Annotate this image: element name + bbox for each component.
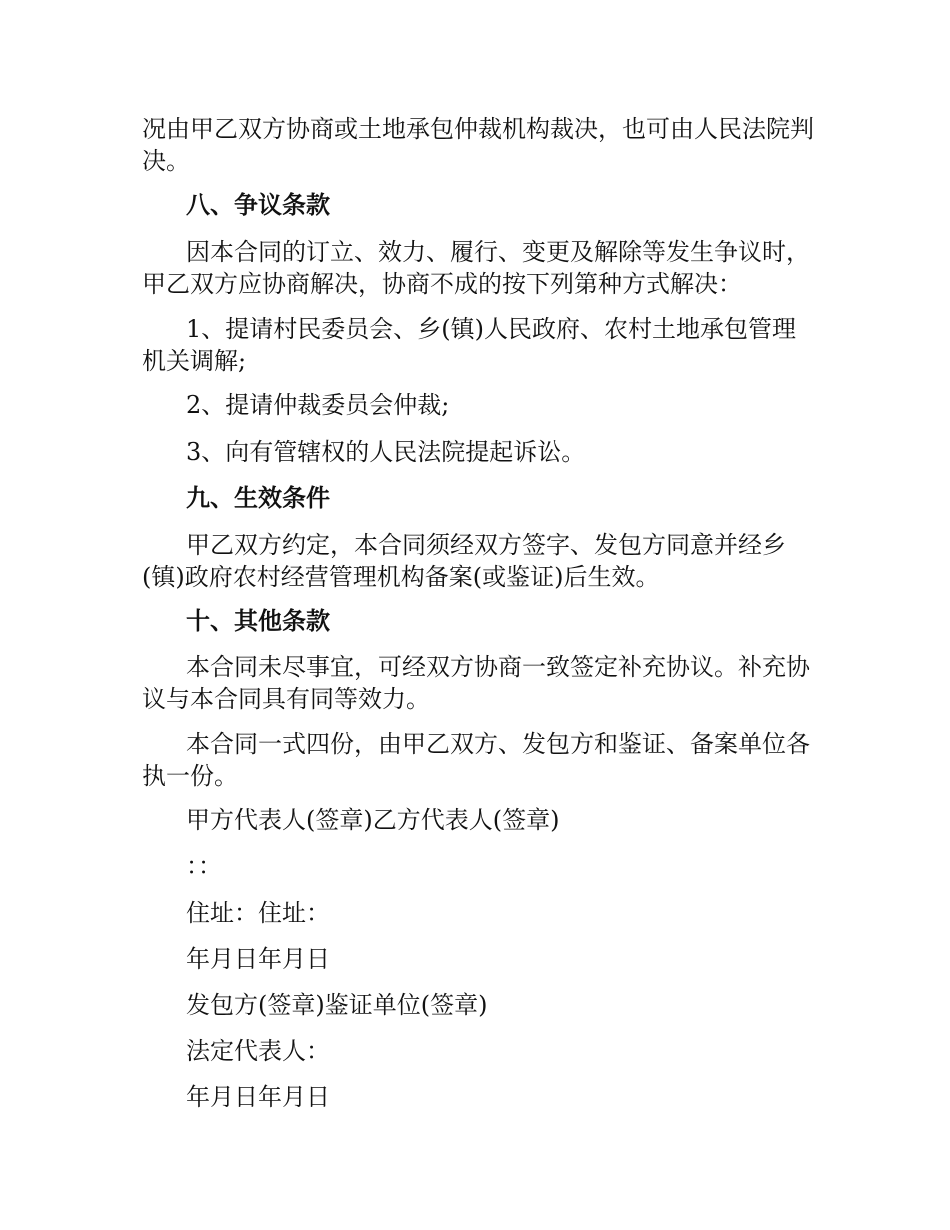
paragraph-arbitration-continuation: 况由甲乙双方协商或土地承包仲裁机构裁决，也可由人民法院判决。 (142, 115, 814, 175)
list-item-arbitration: 2、提请仲裁委员会仲裁; (186, 391, 450, 419)
list-item-mediation: 1、提请村民委员会、乡(镇)人民政府、农村土地承包管理机关调解; (142, 315, 796, 375)
paragraph-dispute-resolution: 因本合同的订立、效力、履行、变更及解除等发生争议时，甲乙双方应协商解决，协商不成的按下列第种方式解决： (142, 238, 810, 298)
list-item-litigation: 3、向有管辖权的人民法院提起诉讼。 (186, 438, 586, 466)
signature-line-representatives: 甲方代表人(签章)乙方代表人(签章) (186, 806, 560, 834)
signature-line-date-2: 年月日年月日 (186, 1083, 330, 1111)
signature-line-legal-representative: 法定代表人： (186, 1037, 330, 1065)
paragraph-effectiveness: 甲乙双方约定，本合同须经双方签字、发包方同意并经乡(镇)政府农村经营管理机构备案(或鉴证)后生效。 (142, 531, 786, 591)
heading-section-8-disputes: 八、争议条款 (186, 191, 330, 219)
heading-section-9-effectiveness: 九、生效条件 (186, 484, 330, 512)
signature-line-contractor-notary: 发包方(签章)鉴证单位(签章) (186, 991, 488, 1019)
heading-section-10-other-terms: 十、其他条款 (186, 607, 330, 635)
signature-line-colons: ：： (186, 852, 222, 880)
paragraph-copies: 本合同一式四份，由甲乙双方、发包方和鉴证、备案单位各执一份。 (142, 730, 810, 790)
signature-line-date-1: 年月日年月日 (186, 945, 330, 973)
signature-line-address: 住址：住址： (186, 899, 330, 927)
paragraph-supplementary-agreement: 本合同未尽事宜，可经双方协商一致签定补充协议。补充协议与本合同具有同等效力。 (142, 653, 810, 713)
